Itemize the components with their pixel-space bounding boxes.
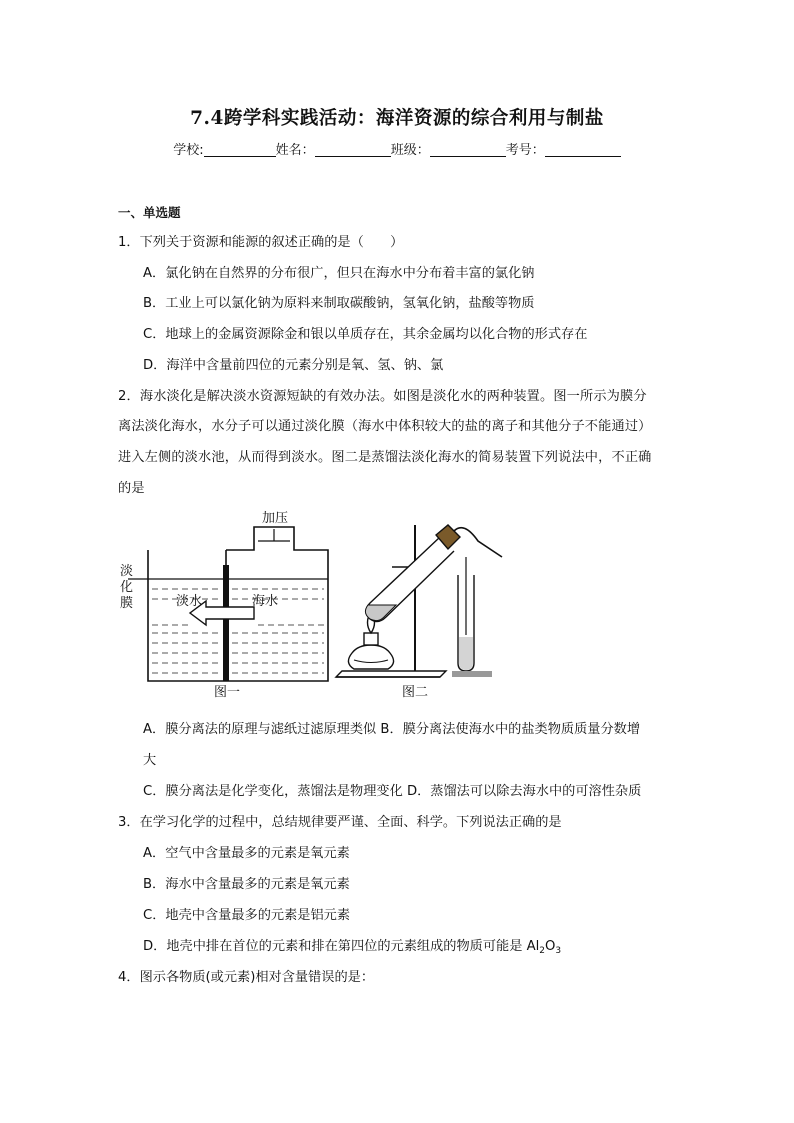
q3-option-d <box>143 935 561 954</box>
q2-option-ab-line1: A．膜分离法的原理与滤纸过滤原理类似 B．膜分离法使海水中的盐类物质质量分数增 <box>143 722 641 737</box>
name-blank <box>315 142 391 157</box>
q2-option-ab-line2: 大 <box>143 753 157 768</box>
q1-option-b: B．工业上可以氯化钠为原料来制取碳酸钠，氢氧化钠，盐酸等物质 <box>143 296 535 311</box>
page-title: 7.4跨学科实践活动：海洋资源的综合利用与制盐 <box>190 108 604 129</box>
q2-option-cd: C．膜分离法是化学变化，蒸馏法是物理变化 D．蒸馏法可以除去海水中的可溶性杂质 <box>143 784 642 799</box>
q1-stem: 1．下列关于资源和能源的叙述正确的是（ ） <box>118 235 404 250</box>
sea-water-label: 海水 <box>252 594 279 609</box>
q2-stem-line1: 2．海水淡化是解决淡水资源短缺的有效办法。如图是淡化水的两种装置。图一所示为膜分 <box>118 389 647 404</box>
school-blank <box>204 142 276 157</box>
desalination-figure <box>118 505 508 700</box>
q2-stem-line3: 进入左侧的淡水池，从而得到淡水。图二是蒸馏法淡化海水的简易装置下列说法中，不正确 <box>118 450 652 465</box>
q2-stem-line4: 的是 <box>118 481 145 496</box>
fresh-water-label: 淡水 <box>176 594 203 609</box>
q3-option-d-sub1: 2 <box>539 946 546 956</box>
class-blank <box>430 142 506 157</box>
figure-two-distillation <box>336 525 502 677</box>
q3-stem: 3．在学习化学的过程中，总结规律要严谨、全面、科学。下列说法正确的是 <box>118 815 562 830</box>
membrane-label-2: 化 <box>120 580 134 595</box>
membrane-label-1: 淡 <box>120 564 134 579</box>
q3-option-b: B．海水中含量最多的元素是氧元素 <box>143 877 350 892</box>
figure-one-membrane <box>128 527 328 681</box>
exam-no-blank <box>545 142 621 157</box>
membrane-label-3: 膜 <box>120 596 134 611</box>
q3-option-d-text: D．地壳中排在首位的元素和排在第四位的元素组成的物质可能是 Al <box>143 939 540 954</box>
q1-option-c: C．地球上的金属资源除金和银以单质存在，其余金属均以化合物的形式存在 <box>143 327 588 342</box>
q3-option-d-sub2: 3 <box>555 946 562 956</box>
exam-no-label: 考号： <box>505 143 545 158</box>
q1-option-a: A．氯化钠在自然界的分布很广，但只在海水中分布着丰富的氯化钠 <box>143 266 535 281</box>
figure-one-caption: 图一 <box>214 685 241 700</box>
section-heading: 一、单选题 <box>118 205 181 220</box>
student-info-line <box>0 139 794 158</box>
q3-option-d-o: O <box>545 939 556 954</box>
pressure-label: 加压 <box>262 511 289 526</box>
q2-stem-line2: 离法淡化海水，水分子可以通过淡化膜（海水中体积较大的盐的离子和其他分子不能通过） <box>118 419 652 434</box>
q1-option-d: D．海洋中含量前四位的元素分别是氧、氢、钠、氯 <box>143 358 444 373</box>
school-label: 学校: <box>173 143 204 158</box>
name-label: 姓名： <box>275 143 315 158</box>
q3-option-c: C．地壳中含量最多的元素是铝元素 <box>143 908 351 923</box>
q3-option-a: A．空气中含量最多的元素是氧元素 <box>143 846 350 861</box>
class-label: 班级： <box>390 143 430 158</box>
q4-stem: 4．图示各物质(或元素)相对含量错误的是： <box>118 970 375 985</box>
figure-two-caption: 图二 <box>402 685 429 700</box>
